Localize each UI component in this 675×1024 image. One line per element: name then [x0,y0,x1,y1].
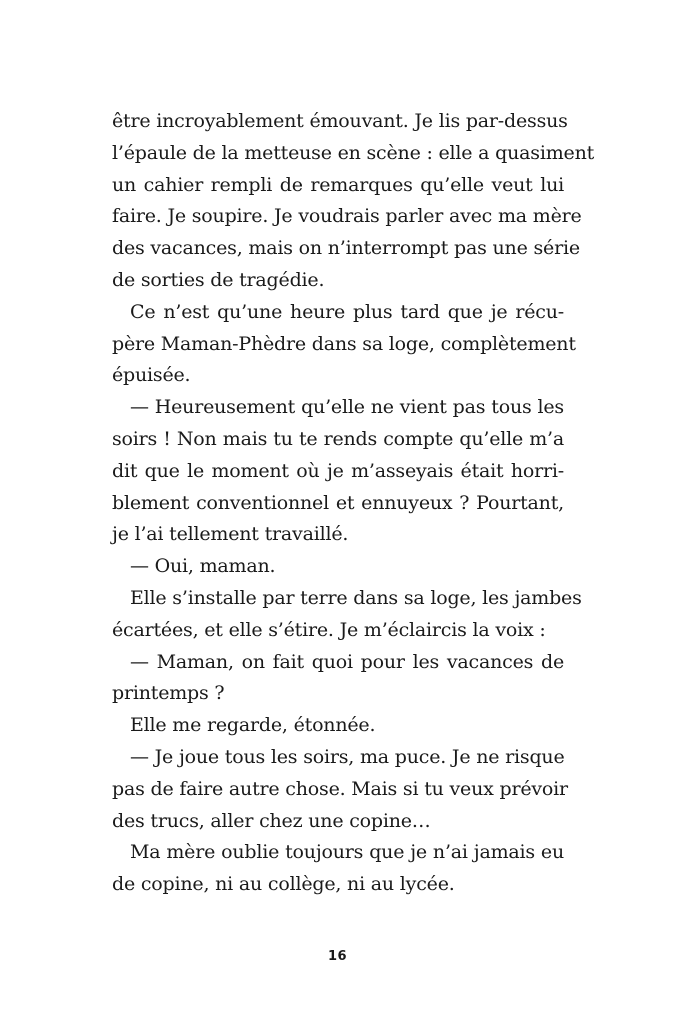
text-line: l’épaule de la metteuse en scène : elle a quasiment [112,141,595,164]
text-line: printemps ? [112,682,225,705]
text-line: des vacances, mais on n’interrompt pas une série [112,237,580,260]
text-line: de sorties de tragédie. [112,268,325,291]
text-line: père Maman-Phèdre dans sa loge, complètement [112,332,576,355]
text-line: épuisée. [112,364,191,387]
text-line: je l’ai tellement travaillé. [112,523,349,546]
text-line: un cahier rempli de remarques qu’elle veut lui [112,173,564,196]
text-line: de copine, ni au collège, ni au lycée. [112,873,455,896]
page-number: 16 [327,949,348,964]
text-line: — Je joue tous les soirs, ma puce. Je ne risque [130,745,565,768]
text-line: être incroyablement émouvant. Je lis par-dessus [112,110,568,132]
body-text [112,106,595,901]
text-line: pas de faire autre chose. Mais si tu veux prévoir [112,777,568,800]
text-line: écartées, et elle s’étire. Je m’éclaircis la voix : [112,618,546,641]
text-line: Ce n’est qu’une heure plus tard que je récu- [130,300,564,323]
text-line: — Heureusement qu’elle ne vient pas tous les [130,396,564,419]
text-line: — Oui, maman. [130,555,276,578]
text-line: blement conventionnel et ennuyeux ? Pourtant, [112,491,564,514]
text-line: Elle me regarde, étonnée. [130,714,376,737]
text-line: faire. Je soupire. Je voudrais parler avec ma mère [112,205,582,228]
text-line: des trucs, aller chez une copine… [112,809,431,832]
text-line: soirs ! Non mais tu te rends compte qu’elle m’a [112,427,564,450]
text-line: Elle s’installe par terre dans sa loge, les jambes [130,586,582,609]
text-line: Ma mère oublie toujours que je n’ai jamais eu [130,841,564,864]
text-line: — Maman, on fait quoi pour les vacances de [130,650,564,673]
text-line: dit que le moment où je m’asseyais était horri- [112,459,564,482]
